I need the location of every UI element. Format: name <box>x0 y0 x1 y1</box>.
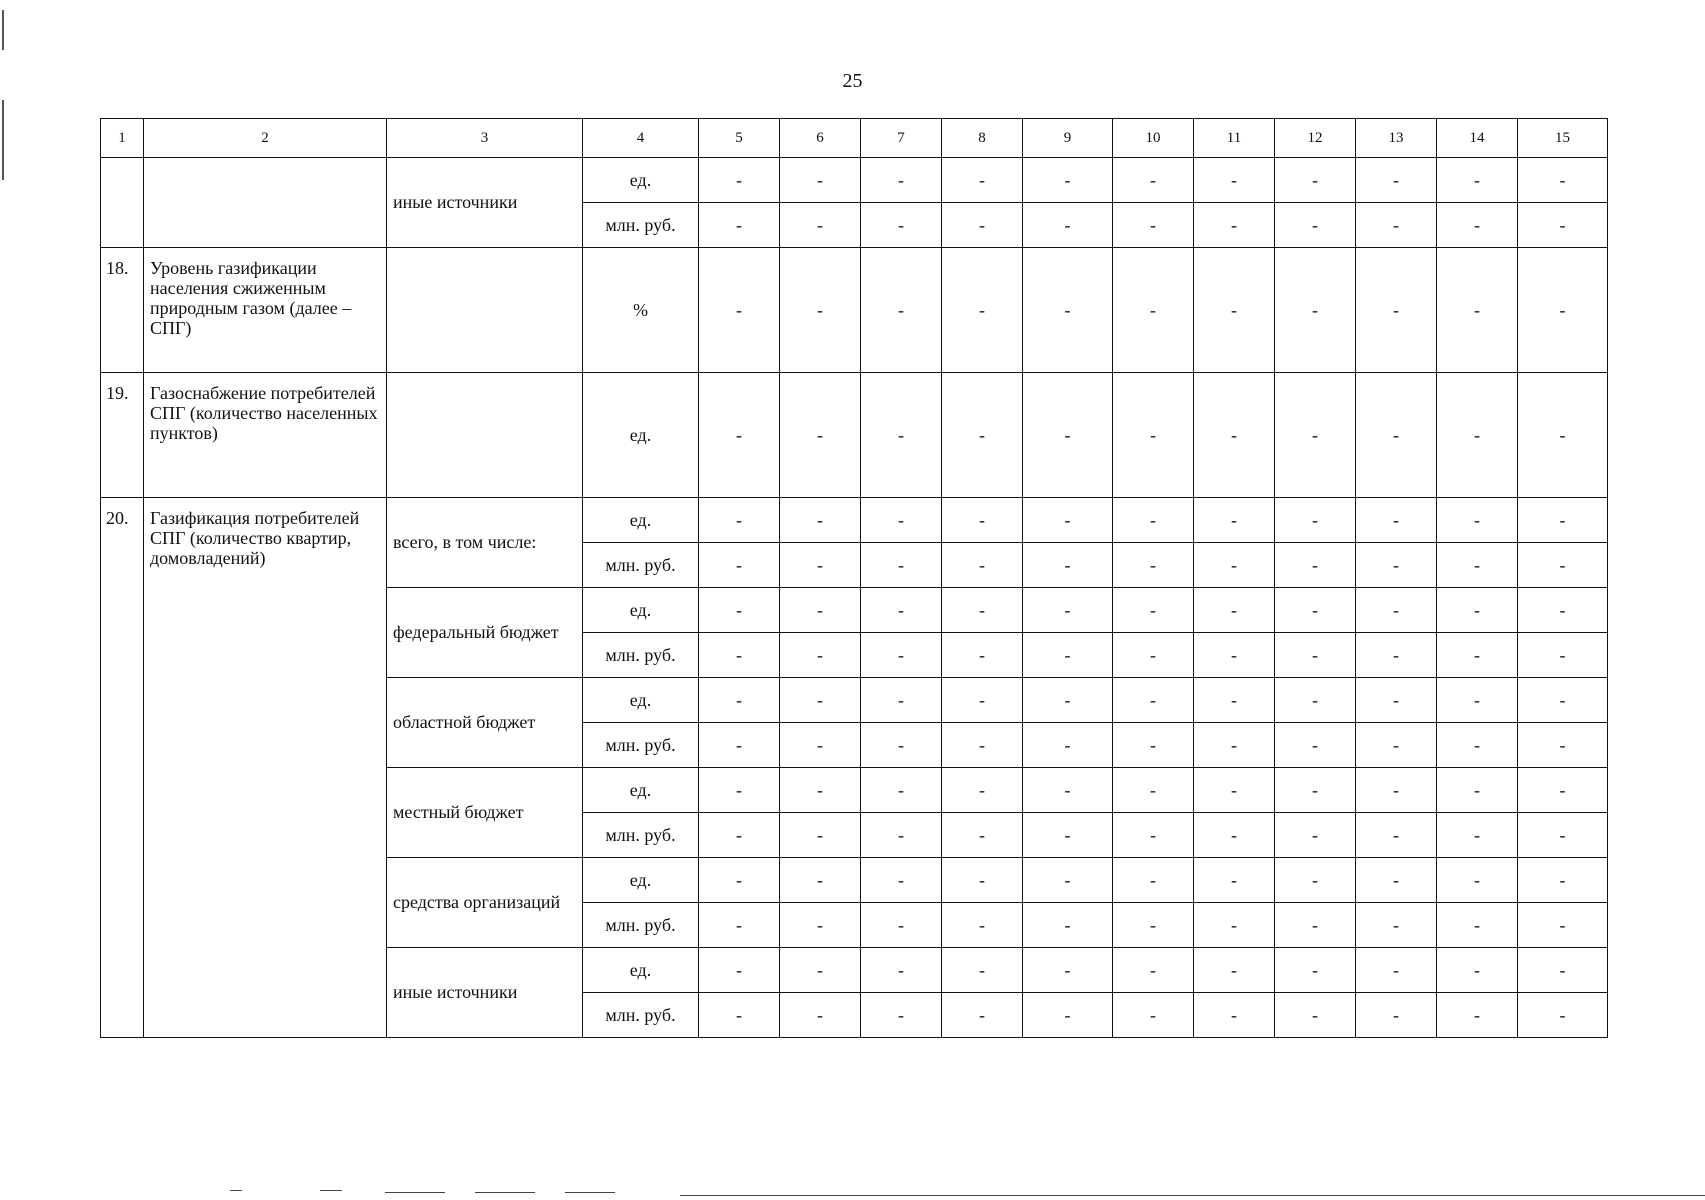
funding-source: средства организаций <box>387 858 583 948</box>
value-cell: - <box>942 858 1023 903</box>
value-cell: - <box>699 678 780 723</box>
value-cell: - <box>699 543 780 588</box>
value-cell: - <box>1023 248 1113 373</box>
value-cell: - <box>861 813 942 858</box>
value-cell: - <box>1518 543 1608 588</box>
unit-cell: млн. руб. <box>583 813 699 858</box>
value-cell: - <box>1194 203 1275 248</box>
row-number: 19. <box>101 373 144 498</box>
value-cell: - <box>1356 903 1437 948</box>
value-cell: - <box>699 248 780 373</box>
column-header: 2 <box>144 119 387 158</box>
value-cell: - <box>1356 158 1437 203</box>
value-cell: - <box>1437 498 1518 543</box>
column-number-row <box>101 119 1608 158</box>
value-cell: - <box>699 903 780 948</box>
value-cell: - <box>1113 768 1194 813</box>
row-number-cell <box>101 158 144 248</box>
value-cell: - <box>1356 248 1437 373</box>
value-cell: - <box>942 948 1023 993</box>
value-cell: - <box>942 723 1023 768</box>
value-cell: - <box>1518 203 1608 248</box>
unit-cell: ед. <box>583 373 699 498</box>
value-cell: - <box>1113 248 1194 373</box>
value-cell: - <box>1194 588 1275 633</box>
value-cell: - <box>1113 813 1194 858</box>
value-cell: - <box>942 248 1023 373</box>
value-cell: - <box>1518 373 1608 498</box>
value-cell: - <box>1275 993 1356 1038</box>
value-cell: - <box>861 993 942 1038</box>
value-cell: - <box>1437 903 1518 948</box>
column-header: 13 <box>1356 119 1437 158</box>
value-cell: - <box>861 203 942 248</box>
value-cell: - <box>1275 543 1356 588</box>
value-cell: - <box>780 373 861 498</box>
funding-source: федеральный бюджет <box>387 588 583 678</box>
value-cell: - <box>1518 948 1608 993</box>
value-cell: - <box>1194 948 1275 993</box>
value-cell: - <box>861 903 942 948</box>
value-cell: - <box>1194 858 1275 903</box>
funding-source: областной бюджет <box>387 678 583 768</box>
unit-cell: млн. руб. <box>583 543 699 588</box>
value-cell: - <box>1113 543 1194 588</box>
funding-source <box>387 373 583 498</box>
value-cell: - <box>1518 498 1608 543</box>
scan-edge-mark <box>2 100 4 180</box>
unit-cell: ед. <box>583 948 699 993</box>
value-cell: - <box>1023 633 1113 678</box>
value-cell: - <box>1518 813 1608 858</box>
unit-cell: млн. руб. <box>583 723 699 768</box>
value-cell: - <box>1113 373 1194 498</box>
value-cell: - <box>1275 248 1356 373</box>
value-cell: - <box>1275 373 1356 498</box>
value-cell: - <box>699 993 780 1038</box>
row-number: 18. <box>101 248 144 373</box>
value-cell: - <box>861 373 942 498</box>
value-cell: - <box>861 543 942 588</box>
scan-bottom-dash <box>475 1192 535 1193</box>
value-cell: - <box>1275 633 1356 678</box>
value-cell: - <box>1356 498 1437 543</box>
value-cell: - <box>780 543 861 588</box>
value-cell: - <box>1356 813 1437 858</box>
value-cell: - <box>942 158 1023 203</box>
value-cell: - <box>1518 158 1608 203</box>
value-cell: - <box>942 633 1023 678</box>
unit-cell: ед. <box>583 498 699 543</box>
funding-source <box>387 248 583 373</box>
value-cell: - <box>1356 678 1437 723</box>
value-cell: - <box>1023 903 1113 948</box>
value-cell: - <box>861 633 942 678</box>
value-cell: - <box>1194 768 1275 813</box>
value-cell: - <box>861 678 942 723</box>
value-cell: - <box>1023 813 1113 858</box>
value-cell: - <box>780 858 861 903</box>
value-cell: - <box>1356 203 1437 248</box>
value-cell: - <box>780 723 861 768</box>
value-cell: - <box>1518 768 1608 813</box>
funding-source: всего, в том числе: <box>387 498 583 588</box>
table-row <box>101 158 1608 203</box>
value-cell: - <box>1023 373 1113 498</box>
column-header: 8 <box>942 119 1023 158</box>
value-cell: - <box>1113 633 1194 678</box>
value-cell: - <box>1275 588 1356 633</box>
value-cell: - <box>780 248 861 373</box>
value-cell: - <box>1023 858 1113 903</box>
scan-edge-mark <box>2 10 4 50</box>
value-cell: - <box>942 543 1023 588</box>
value-cell: - <box>1437 678 1518 723</box>
value-cell: - <box>780 498 861 543</box>
table-row <box>101 373 1608 498</box>
unit-cell: млн. руб. <box>583 633 699 678</box>
scan-bottom-dash <box>565 1192 615 1193</box>
value-cell: - <box>1023 203 1113 248</box>
value-cell: - <box>780 813 861 858</box>
unit-cell: ед. <box>583 588 699 633</box>
indicator-name-cell <box>144 158 387 248</box>
value-cell: - <box>1023 768 1113 813</box>
value-cell: - <box>1437 203 1518 248</box>
value-cell: - <box>699 723 780 768</box>
value-cell: - <box>1356 993 1437 1038</box>
funding-source: иные источники <box>387 948 583 1038</box>
value-cell: - <box>1113 858 1194 903</box>
value-cell: - <box>1194 158 1275 203</box>
gasification-table <box>100 118 1608 1038</box>
value-cell: - <box>1356 948 1437 993</box>
value-cell: - <box>861 588 942 633</box>
row-number: 20. <box>101 498 144 1038</box>
table-row <box>101 498 1608 543</box>
value-cell: - <box>1113 158 1194 203</box>
value-cell: - <box>1194 813 1275 858</box>
value-cell: - <box>699 588 780 633</box>
column-header: 5 <box>699 119 780 158</box>
value-cell: - <box>780 948 861 993</box>
value-cell: - <box>1518 588 1608 633</box>
value-cell: - <box>942 678 1023 723</box>
column-header: 9 <box>1023 119 1113 158</box>
value-cell: - <box>780 203 861 248</box>
value-cell: - <box>942 588 1023 633</box>
indicator-name: Газоснабжение потребителей СПГ (количество населенных пунктов) <box>144 373 387 498</box>
value-cell: - <box>780 993 861 1038</box>
value-cell: - <box>1194 373 1275 498</box>
value-cell: - <box>1356 543 1437 588</box>
value-cell: - <box>780 633 861 678</box>
value-cell: - <box>861 723 942 768</box>
value-cell: - <box>699 373 780 498</box>
value-cell: - <box>1518 248 1608 373</box>
value-cell: - <box>1275 498 1356 543</box>
value-cell: - <box>1356 858 1437 903</box>
unit-cell: % <box>583 248 699 373</box>
value-cell: - <box>942 768 1023 813</box>
value-cell: - <box>861 498 942 543</box>
value-cell: - <box>699 498 780 543</box>
scan-bottom-dash <box>320 1190 342 1191</box>
funding-source: местный бюджет <box>387 768 583 858</box>
unit-cell: ед. <box>583 768 699 813</box>
value-cell: - <box>1023 948 1113 993</box>
value-cell: - <box>1437 248 1518 373</box>
value-cell: - <box>1023 723 1113 768</box>
table-row <box>101 248 1608 373</box>
column-header: 14 <box>1437 119 1518 158</box>
value-cell: - <box>1437 948 1518 993</box>
value-cell: - <box>861 158 942 203</box>
value-cell: - <box>942 903 1023 948</box>
value-cell: - <box>780 588 861 633</box>
value-cell: - <box>780 903 861 948</box>
page-number: 25 <box>842 70 863 92</box>
value-cell: - <box>1113 203 1194 248</box>
value-cell: - <box>699 858 780 903</box>
value-cell: - <box>1437 373 1518 498</box>
value-cell: - <box>1437 768 1518 813</box>
value-cell: - <box>1356 373 1437 498</box>
value-cell: - <box>1023 678 1113 723</box>
value-cell: - <box>1113 498 1194 543</box>
value-cell: - <box>1518 723 1608 768</box>
value-cell: - <box>1275 903 1356 948</box>
value-cell: - <box>942 498 1023 543</box>
column-header: 1 <box>101 119 144 158</box>
value-cell: - <box>1356 723 1437 768</box>
value-cell: - <box>1113 903 1194 948</box>
value-cell: - <box>1113 723 1194 768</box>
value-cell: - <box>942 203 1023 248</box>
column-header: 15 <box>1518 119 1608 158</box>
column-header: 6 <box>780 119 861 158</box>
unit-cell: ед. <box>583 158 699 203</box>
value-cell: - <box>861 948 942 993</box>
value-cell: - <box>1275 948 1356 993</box>
value-cell: - <box>1194 543 1275 588</box>
scan-bottom-line <box>680 1195 1705 1196</box>
column-header: 7 <box>861 119 942 158</box>
value-cell: - <box>780 158 861 203</box>
value-cell: - <box>1194 248 1275 373</box>
value-cell: - <box>1275 768 1356 813</box>
column-header: 12 <box>1275 119 1356 158</box>
value-cell: - <box>1194 723 1275 768</box>
value-cell: - <box>1518 858 1608 903</box>
value-cell: - <box>861 858 942 903</box>
value-cell: - <box>699 203 780 248</box>
value-cell: - <box>1437 158 1518 203</box>
value-cell: - <box>1275 723 1356 768</box>
value-cell: - <box>1023 158 1113 203</box>
value-cell: - <box>1023 993 1113 1038</box>
indicator-name: Уровень газификации населения сжиженным природным газом (далее – СПГ) <box>144 248 387 373</box>
value-cell: - <box>1518 678 1608 723</box>
value-cell: - <box>1194 633 1275 678</box>
value-cell: - <box>780 768 861 813</box>
value-cell: - <box>1518 633 1608 678</box>
value-cell: - <box>1113 588 1194 633</box>
scan-bottom-dash <box>385 1192 445 1193</box>
value-cell: - <box>1275 678 1356 723</box>
value-cell: - <box>1194 678 1275 723</box>
value-cell: - <box>1356 588 1437 633</box>
value-cell: - <box>699 948 780 993</box>
funding-source: иные источники <box>387 158 583 248</box>
value-cell: - <box>1113 678 1194 723</box>
value-cell: - <box>942 813 1023 858</box>
column-header: 10 <box>1113 119 1194 158</box>
value-cell: - <box>942 993 1023 1038</box>
value-cell: - <box>1023 498 1113 543</box>
value-cell: - <box>1437 633 1518 678</box>
value-cell: - <box>699 768 780 813</box>
value-cell: - <box>1518 993 1608 1038</box>
value-cell: - <box>1113 993 1194 1038</box>
value-cell: - <box>1518 903 1608 948</box>
value-cell: - <box>699 633 780 678</box>
value-cell: - <box>699 813 780 858</box>
value-cell: - <box>861 248 942 373</box>
value-cell: - <box>1275 158 1356 203</box>
column-header: 3 <box>387 119 583 158</box>
value-cell: - <box>1437 993 1518 1038</box>
value-cell: - <box>942 373 1023 498</box>
unit-cell: ед. <box>583 678 699 723</box>
column-header: 4 <box>583 119 699 158</box>
value-cell: - <box>1437 723 1518 768</box>
unit-cell: млн. руб. <box>583 993 699 1038</box>
value-cell: - <box>699 158 780 203</box>
value-cell: - <box>1194 993 1275 1038</box>
value-cell: - <box>1275 858 1356 903</box>
value-cell: - <box>1023 588 1113 633</box>
value-cell: - <box>1356 768 1437 813</box>
value-cell: - <box>1356 633 1437 678</box>
value-cell: - <box>1023 543 1113 588</box>
value-cell: - <box>1437 813 1518 858</box>
unit-cell: млн. руб. <box>583 903 699 948</box>
value-cell: - <box>780 678 861 723</box>
indicator-name: Газификация потребителей СПГ (количество квартир, домовладений) <box>144 498 387 1038</box>
value-cell: - <box>1275 813 1356 858</box>
column-header: 11 <box>1194 119 1275 158</box>
value-cell: - <box>1194 498 1275 543</box>
value-cell: - <box>1275 203 1356 248</box>
unit-cell: ед. <box>583 858 699 903</box>
scan-bottom-dash <box>230 1190 242 1191</box>
value-cell: - <box>1437 588 1518 633</box>
value-cell: - <box>1113 948 1194 993</box>
value-cell: - <box>1437 858 1518 903</box>
value-cell: - <box>1437 543 1518 588</box>
unit-cell: млн. руб. <box>583 203 699 248</box>
value-cell: - <box>1194 903 1275 948</box>
value-cell: - <box>861 768 942 813</box>
